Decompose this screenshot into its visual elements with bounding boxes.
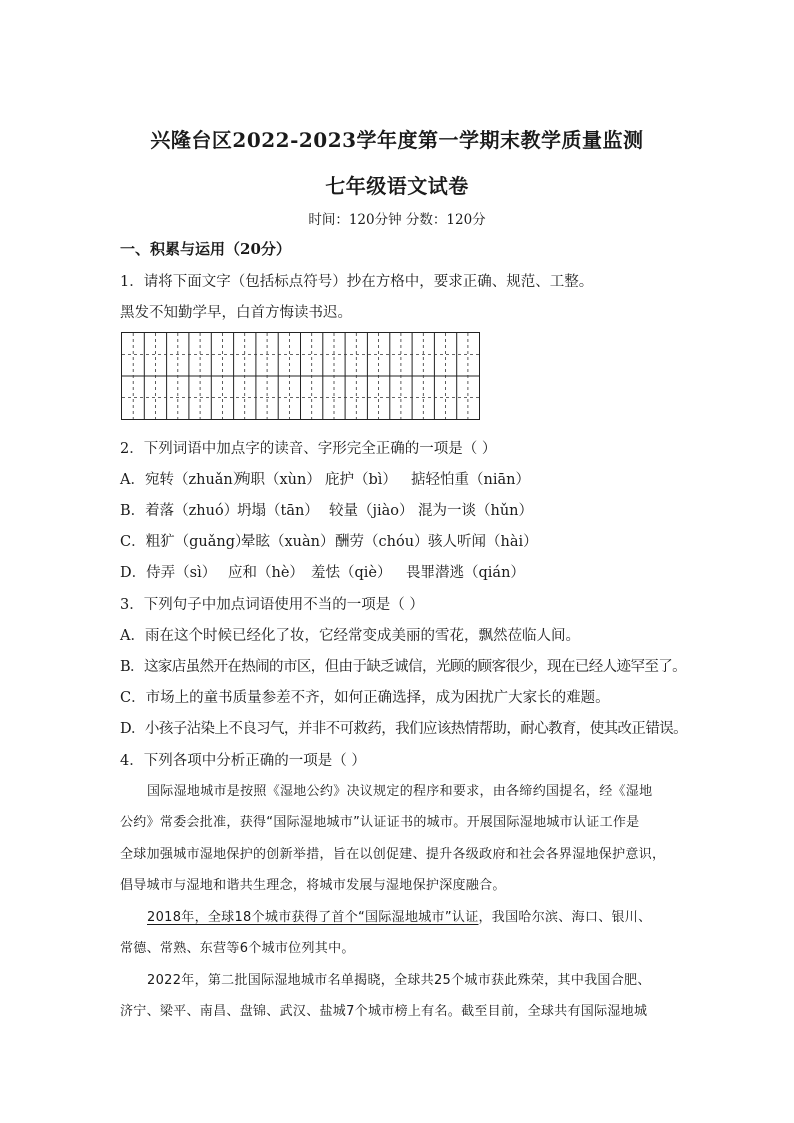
passage-line: 2022年，第二批国际湿地城市名单揭晓，全球共25个城市获此殊荣，其中我国合肥、 [147,973,651,988]
exam-subtitle: 七年级语文试卷 [325,174,469,198]
writing-grid[interactable] [121,332,480,420]
passage-text: ，我国哈尔滨、海口、银川、 [478,910,652,925]
passage-line [147,906,651,925]
q2-option-a[interactable] [120,468,530,489]
exam-title: 兴隆台区2022-2023学年度第一学期末教学质量监测 [150,128,644,152]
q2-option-c[interactable] [120,530,538,551]
q2-d-word-3: 羞怯（qiè） [311,565,392,581]
q1-text: 黑发不知勤学早，白首方悔读书迟。 [120,305,352,321]
q2-c-word-4: 骇人听闻（hài） [428,534,538,550]
q2-b-word-4: 混为一谈（hǔn） [418,503,534,519]
q2-a-word-1: A．宛转（zhuǎn） [120,472,248,488]
q2-d-word-4: 畏罪潜逃（qián） [406,565,525,581]
q2-b-word-1: B．着落（zhuó） [120,503,239,519]
q2-a-word-2: 殉职（xùn） [236,472,321,488]
exam-meta: 时间：120分钟 分数：120分 [308,212,486,228]
q2-option-d[interactable] [120,561,525,582]
q3-prompt: 3．下列句子中加点词语使用不当的一项是（ ） [120,597,424,613]
q2-option-b[interactable] [120,499,533,520]
q2-d-word-2: 应和（hè） [228,565,304,581]
underlined-sentence: 2018年，全球18个城市获得了首个“国际湿地城市”认证 [147,910,479,925]
q2-b-word-3: 较量（jiào） [329,503,414,519]
passage-line: 济宁、梁平、南昌、盘锦、武汉、盐城7个城市榜上有名。截至目前，全球共有国际湿地城 [120,1004,648,1019]
q2-c-word-1: C．粗犷（guǎng） [120,534,250,550]
writing-grid-lines [122,333,479,419]
q4-prompt: 4．下列各项中分析正确的一项是（ ） [120,753,366,769]
q3-option-a[interactable]: A．雨在这个时候已经化了妆，它经常变成美丽的雪花，飘然莅临人间。 [120,628,580,644]
q2-b-word-2: 坍塌（tān） [237,503,319,519]
q3-option-b[interactable]: B．这家店虽然开在热闹的市区，但由于缺乏诚信，光顾的顾客很少，现在已经人迹罕至了。 [120,659,687,675]
passage-line: 公约》常委会批准，获得“国际湿地城市”认证证书的城市。开展国际湿地城市认证工作是 [120,815,640,830]
q2-a-word-4: 掂轻怕重（niān） [411,472,530,488]
q2-c-word-3: 酬劳（chóu） [335,534,429,550]
q1-prompt: 1．请将下面文字（包括标点符号）抄在方格中，要求正确、规范、工整。 [120,274,594,290]
passage-line: 全球加强城市湿地保护的创新举措，旨在以创促建、提升各级政府和社会各界湿地保护意识， [120,847,666,862]
passage-line: 国际湿地城市是按照《湿地公约》决议规定的程序和要求，由各缔约国提名，经《湿地 [147,784,653,799]
passage-line: 常德、常熟、东营等6个城市位列其中。 [120,941,355,956]
q3-option-c[interactable]: C．市场上的童书质量参差不齐，如何正确选择，成为困扰广大家长的难题。 [120,690,610,706]
q3-option-d[interactable]: D．小孩子沾染上不良习气，并非不可救药，我们应该热情帮助，耐心教育，使其改正错误。 [120,721,688,737]
q2-prompt: 2．下列词语中加点字的读音、字形完全正确的一项是（ ） [120,441,497,457]
passage-line: 倡导城市与湿地和谐共生理念，将城市发展与湿地保护深度融合。 [120,878,506,893]
section-heading: 一、积累与运用（20分） [120,240,291,258]
q2-c-word-2: 晕眩（xuàn） [241,534,335,550]
q2-d-word-1: D．侍弄（sì） [120,565,217,581]
q2-a-word-3: 庇护（bì） [325,472,397,488]
